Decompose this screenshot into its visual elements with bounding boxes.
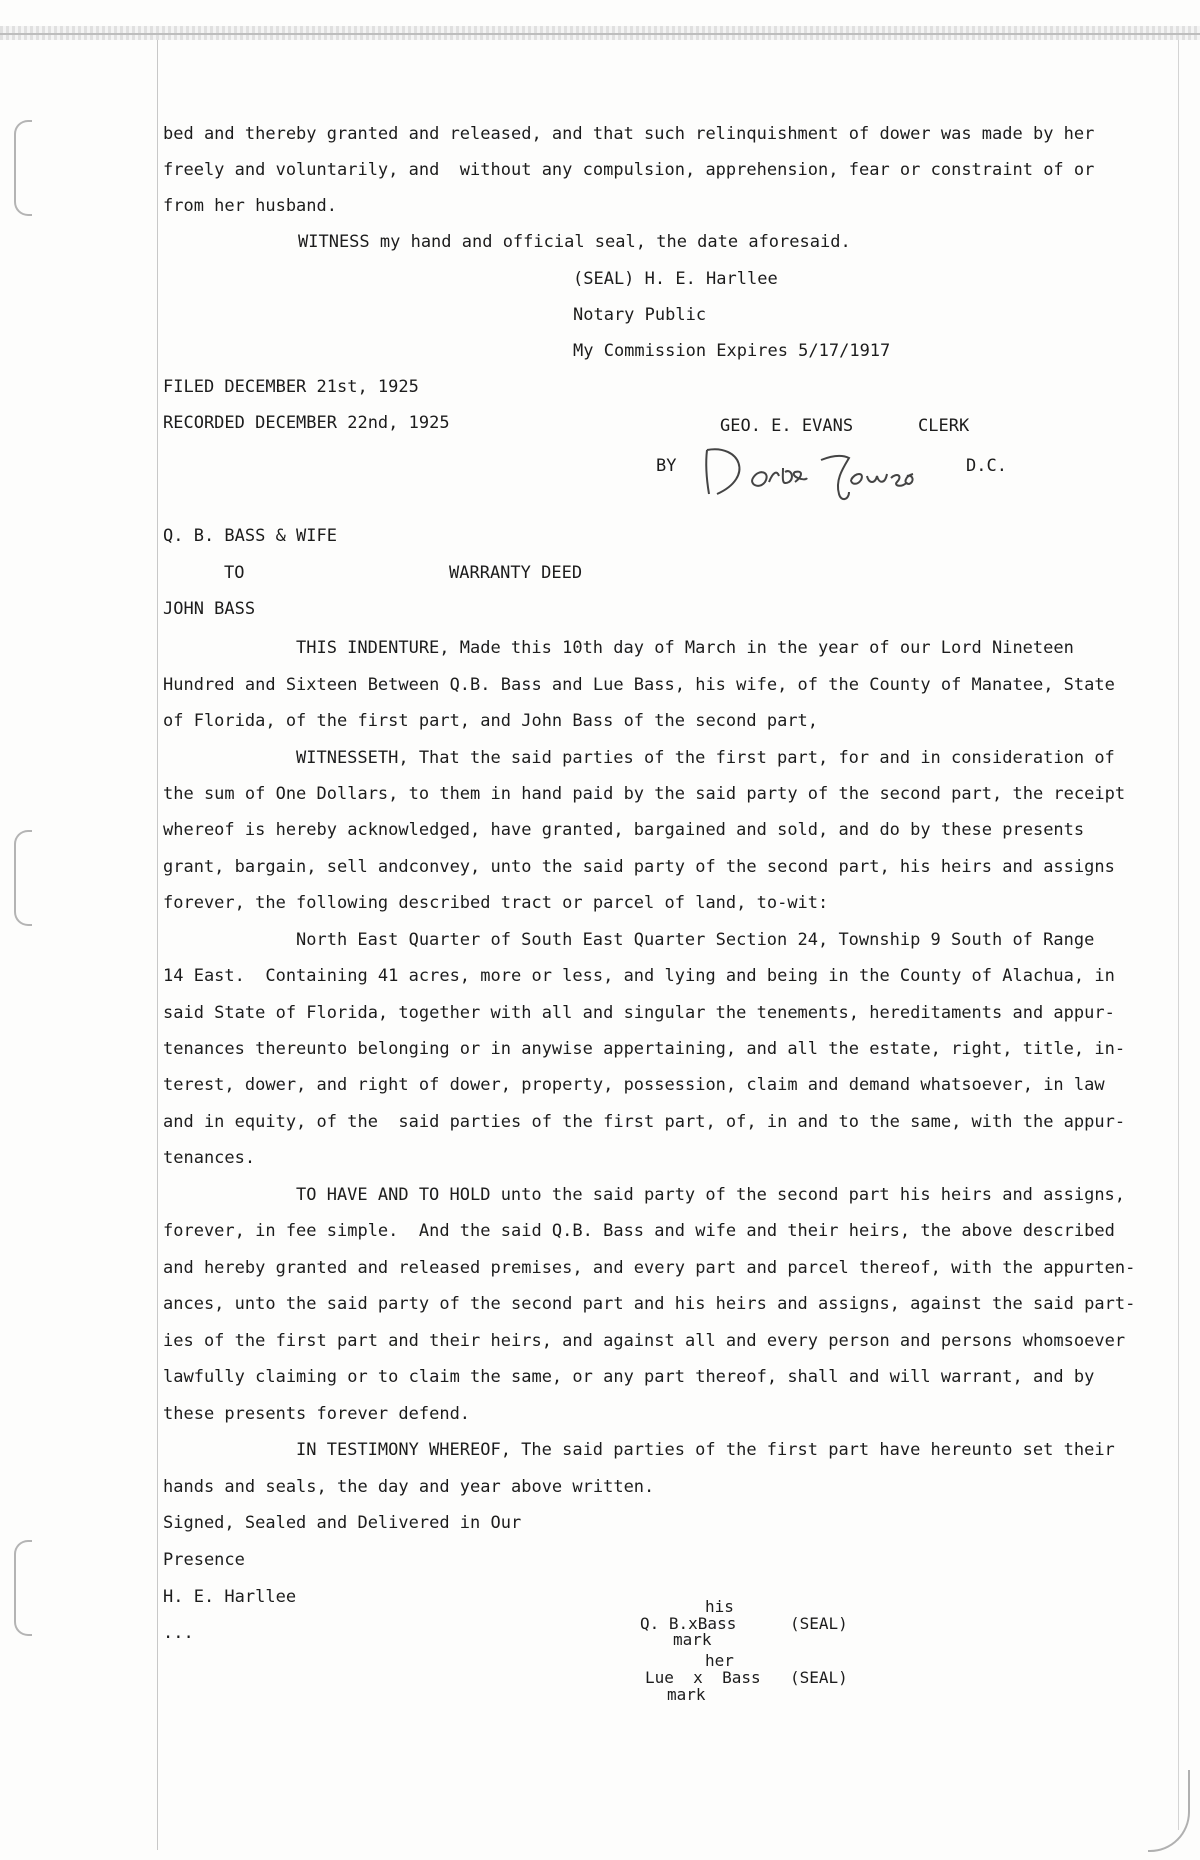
deed-line: terest, dower, and right of dower, property, possession, claim and demand whatsoever, in law bbox=[163, 1075, 1105, 1095]
left-margin-rule bbox=[157, 40, 158, 1850]
deed-line: forever, the following described tract or parcel of land, to-wit: bbox=[163, 893, 829, 913]
deed-line: whereof is hereby acknowledged, have granted, bargained and sold, and do by these presents bbox=[163, 820, 1085, 840]
witness-name: H. E. Harllee bbox=[163, 1587, 297, 1607]
deed-line: IN TESTIMONY WHEREOF, The said parties of the first part have hereunto set their bbox=[296, 1440, 1115, 1460]
deed-line: these presents forever defend. bbox=[163, 1404, 471, 1424]
notary-name: (SEAL) H. E. Harllee bbox=[573, 269, 778, 289]
deed-line: of Florida, of the first part, and John Bass of the second part, bbox=[163, 711, 819, 731]
deed-line: ies of the first part and their heirs, and against all and every person and persons whomsoever bbox=[163, 1331, 1126, 1351]
deed-line: THIS INDENTURE, Made this 10th day of March in the year of our Lord Nineteen bbox=[296, 638, 1074, 658]
mark-label: mark bbox=[667, 1685, 706, 1704]
deed-line: tenances thereunto belonging or in anywise appertaining, and all the estate, right, title, in- bbox=[163, 1039, 1126, 1059]
grantor-signature: Q. B.xBass bbox=[640, 1614, 737, 1633]
text-line: bed and thereby granted and released, and that such relinquishment of dower was made by her bbox=[163, 124, 1095, 144]
legal-description: North East Quarter of South East Quarter Section 24, Township 9 South of Range bbox=[296, 930, 1095, 950]
deed-line: 14 East. Containing 41 acres, more or less, and lying and being in the County of Alachua, in bbox=[163, 966, 1115, 986]
deed-line: TO HAVE AND TO HOLD unto the said party of the second part his heirs and assigns, bbox=[296, 1185, 1126, 1205]
commission-expiry: My Commission Expires 5/17/1917 bbox=[573, 341, 891, 361]
witness-ellipsis: ... bbox=[163, 1623, 194, 1643]
grantee-heading: JOHN BASS bbox=[163, 599, 256, 619]
text-line: freely and voluntarily, and without any compulsion, apprehension, fear or constraint of or bbox=[163, 160, 1095, 180]
binder-hole-mark bbox=[14, 830, 32, 926]
mark-his: his bbox=[705, 1597, 734, 1616]
notary-title: Notary Public bbox=[573, 305, 707, 325]
presence-label: Presence bbox=[163, 1550, 245, 1570]
to-heading: TO bbox=[224, 563, 245, 583]
scan-top-edge bbox=[0, 33, 1200, 35]
seal-label: (SEAL) bbox=[790, 1614, 848, 1633]
deputy-clerk-signature bbox=[695, 432, 935, 508]
deed-line: WITNESSETH, That the said parties of the first part, for and in consideration of bbox=[296, 748, 1115, 768]
deed-line: the sum of One Dollars, to them in hand paid by the said party of the second part, the receipt bbox=[163, 784, 1126, 804]
binder-hole-mark bbox=[14, 120, 32, 216]
right-margin-rule bbox=[1178, 40, 1179, 1830]
deed-line: and in equity, of the said parties of the first part, of, in and to the same, with the appur- bbox=[163, 1112, 1126, 1132]
deed-line: lawfully claiming or to claim the same, or any part thereof, shall and will warrant, and by bbox=[163, 1367, 1095, 1387]
deed-line: Hundred and Sixteen Between Q.B. Bass and Lue Bass, his wife, of the County of Manatee, State bbox=[163, 675, 1115, 695]
filed-date: FILED DECEMBER 21st, 1925 bbox=[163, 377, 419, 397]
deed-line: and hereby granted and released premises, and every part and parcel thereof, with the appurten- bbox=[163, 1258, 1136, 1278]
page-corner-curl bbox=[1148, 1770, 1190, 1852]
clerk-name: GEO. E. EVANS bbox=[720, 416, 854, 436]
deed-line: said State of Florida, together with all and singular the tenements, hereditaments and appur- bbox=[163, 1003, 1115, 1023]
deed-line: hands and seals, the day and year above written. bbox=[163, 1477, 655, 1497]
deputy-clerk-abbrev: D.C. bbox=[966, 456, 1007, 476]
deed-line: ances, unto the said party of the second part and his heirs and assigns, against the said part- bbox=[163, 1294, 1136, 1314]
deed-line: grant, bargain, sell andconvey, unto the said party of the second part, his heirs and assigns bbox=[163, 857, 1115, 877]
witness-line: WITNESS my hand and official seal, the date aforesaid. bbox=[298, 232, 851, 252]
grantor-heading: Q. B. BASS & WIFE bbox=[163, 526, 337, 546]
clerk-title: CLERK bbox=[918, 416, 970, 436]
text-line: from her husband. bbox=[163, 196, 337, 216]
by-label: BY bbox=[656, 456, 677, 476]
grantor-wife-signature: Lue x Bass bbox=[645, 1668, 761, 1687]
recorded-date: RECORDED DECEMBER 22nd, 1925 bbox=[163, 413, 450, 433]
signed-sealed-line: Signed, Sealed and Delivered in Our bbox=[163, 1513, 522, 1533]
binder-hole-mark bbox=[14, 1540, 32, 1636]
deed-line: forever, in fee simple. And the said Q.B. Bass and wife and their heirs, the above described bbox=[163, 1221, 1115, 1241]
deed-title: WARRANTY DEED bbox=[449, 563, 583, 583]
mark-her: her bbox=[705, 1651, 734, 1670]
mark-label: mark bbox=[673, 1630, 712, 1649]
seal-label: (SEAL) bbox=[790, 1668, 848, 1687]
deed-line: tenances. bbox=[163, 1148, 256, 1168]
